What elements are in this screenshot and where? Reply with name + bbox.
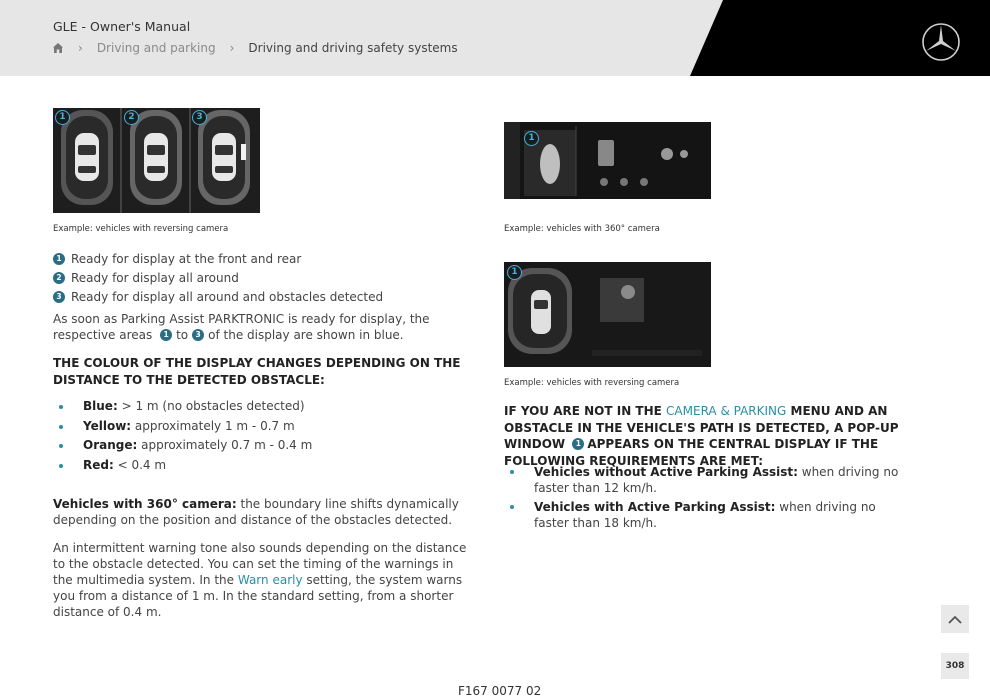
figure-marker-3: 3 [192, 110, 207, 125]
legend-text: Ready for display all around [71, 271, 239, 285]
parking-display-illustration [53, 108, 260, 213]
list-item [53, 397, 473, 417]
intro-text-end: of the display are shown in blue. [208, 328, 404, 342]
warning-text-end: setting, the system warns you from a distance of 1 m. In the standard setting, from a shorter distance of 0.4 m. [53, 573, 463, 619]
legend-item [53, 250, 383, 269]
heading-text-mid: MENU AND AN OBSTACLE IN THE VEHICLE'S PATH IS DETECTED, A POP-UP WINDOW [504, 404, 899, 451]
figure-marker-popup: 1 [524, 131, 539, 146]
figure-caption-left: Example: vehicles with reversing camera [53, 224, 229, 234]
parktronic-display-figure [53, 108, 260, 213]
figure-reference-code: F167 0077 02 [458, 684, 542, 698]
warning-tone-paragraph [53, 540, 473, 620]
popup-requirements-heading [504, 403, 914, 469]
scroll-to-top-button[interactable] [941, 605, 969, 633]
list-item [504, 499, 914, 531]
reversing-camera-display-figure [504, 262, 711, 367]
legend-item [53, 288, 383, 307]
colour-value: > 1 m (no obstacles detected) [121, 399, 305, 413]
warning-text: An intermittent warning tone also sounds depending on the distance to the obstacle detected. You can set the timing of the warnings in the multimedia system. In the [53, 541, 467, 587]
colour-value: approximately 0.7 m - 0.4 m [141, 438, 313, 452]
document-title: GLE - Owner's Manual [53, 19, 191, 34]
camera-note-label: Vehicles with 360° camera: [53, 497, 237, 511]
legend-text: Ready for display at the front and rear [71, 252, 302, 266]
mercedes-star-logo [921, 22, 961, 62]
camera-360-note [53, 496, 473, 528]
heading-text-end: APPEARS ON THE CENTRAL DISPLAY IF THE FOLLOWING REQUIREMENTS ARE MET: [504, 437, 879, 468]
requirements-list [504, 464, 914, 534]
heading-text: IF YOU ARE NOT IN THE [504, 404, 662, 418]
intro-text: As soon as Parking Assist PARKTRONIC is ready for display, the respective areas [53, 312, 430, 342]
list-item [504, 464, 914, 496]
colour-label: Yellow: [83, 418, 132, 433]
inline-number: 1 [160, 329, 172, 341]
colour-list [53, 397, 473, 475]
warn-early-link[interactable]: Warn early [237, 573, 303, 587]
list-item [53, 436, 473, 456]
requirement-text: when driving no faster than 12 km/h. [534, 465, 899, 495]
breadcrumb-current: Driving and driving safety systems [248, 41, 458, 55]
legend-text: Ready for display all around and obstacles detected [71, 290, 384, 304]
figure-caption-right-top: Example: vehicles with 360° camera [504, 224, 660, 234]
legend-item [53, 269, 383, 288]
legend-number: 3 [53, 291, 65, 303]
page-number-badge: 308 [941, 653, 969, 679]
figure-marker-1: 1 [55, 110, 70, 125]
chevron-right-icon: › [78, 41, 83, 55]
breadcrumb [52, 41, 458, 55]
chevron-right-icon: › [229, 41, 235, 55]
colour-value: approximately 1 m - 0.7 m [134, 418, 295, 433]
colour-label: Blue: [83, 399, 118, 413]
camera-360-display-figure [504, 122, 711, 199]
multimedia-reversing-illustration [504, 262, 711, 367]
intro-to: to [176, 328, 189, 342]
camera-note-text: the boundary line shifts dynamically depending on the position and distance of the obstacles detected. [53, 497, 459, 527]
intro-paragraph [53, 311, 473, 343]
figure-caption-right-bottom: Example: vehicles with reversing camera [504, 378, 680, 388]
inline-number: 1 [572, 438, 584, 450]
colour-section-heading: THE COLOUR OF THE DISPLAY CHANGES DEPENDING ON THE DISTANCE TO THE DETECTED OBSTACLE: [53, 356, 461, 387]
colour-value: < 0.4 m [117, 457, 167, 472]
breadcrumb-link-driving-parking[interactable]: Driving and parking [96, 41, 216, 55]
list-item [53, 417, 473, 437]
legend-list [53, 250, 383, 307]
inline-number: 3 [192, 329, 204, 341]
legend-number: 1 [53, 253, 65, 265]
requirement-text: when driving no faster than 18 km/h. [534, 500, 876, 530]
requirement-label: Vehicles with Active Parking Assist: [534, 500, 776, 514]
colour-label: Orange: [83, 438, 138, 452]
requirement-label: Vehicles without Active Parking Assist: [534, 465, 798, 479]
legend-number: 2 [53, 272, 65, 284]
colour-label: Red: [83, 457, 114, 472]
camera-parking-link[interactable]: CAMERA & PARKING [666, 404, 787, 418]
figure-marker-popup: 1 [507, 265, 522, 280]
list-item [53, 456, 473, 476]
chevron-up-icon [948, 615, 962, 624]
home-icon[interactable] [52, 42, 64, 54]
figure-marker-2: 2 [124, 110, 139, 125]
